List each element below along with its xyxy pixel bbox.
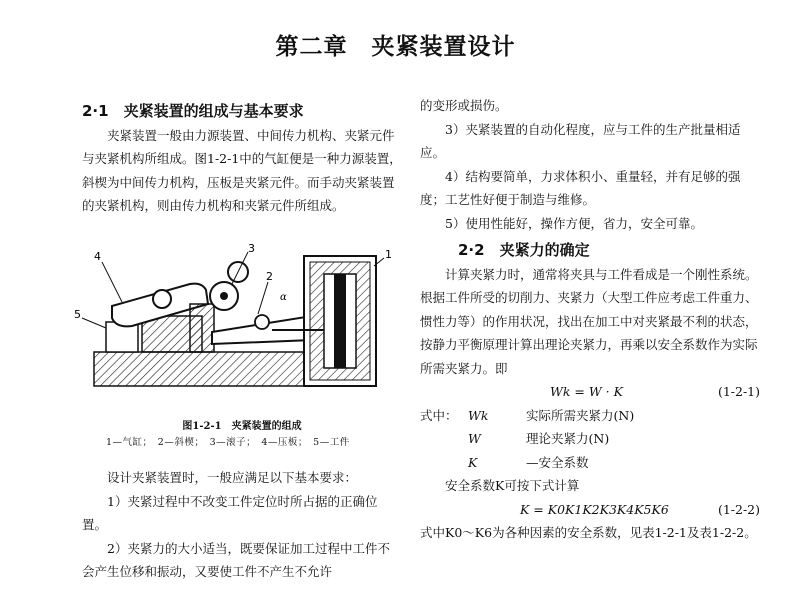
requirement-item: 5）使用性能好，操作方便，省力，安全可靠。 [445,215,703,231]
where-row [420,451,760,475]
symbol: K [468,454,478,470]
base-plate [94,352,326,386]
paragraph: 夹紧装置一般由力源装置、中间传力机构、夹紧元件与夹紧机构所组成。图1-2-1中的气缸便是一种力源装置，斜楔为中间传力机构，压板是夹紧元件。而手动夹紧装置的夹紧机构，则由传力机构和夹紧元件所组成。 [82,127,402,213]
clamping-device-figure [72,244,400,394]
left-column-bottom [82,466,402,584]
paragraph: 安全系数K可按下式计算 [445,478,580,493]
requirement-item: 4）结构要简单，力求体积小、重量轻，并有足够的强度；工艺性好便于制造与维修。 [420,168,741,207]
equation-1-2-2 [420,498,760,522]
figure-label: α [280,292,287,303]
symbol-desc: 理论夹紧力(N) [526,431,610,446]
section-heading-2-2: 2·2 夹紧力的确定 [458,241,590,259]
chapter-title: 第二章 夹紧装置设计 [275,34,516,60]
requirement-item: 3）夹紧装置的自动化程度，应与工件的生产批量相适应。 [420,121,741,160]
paragraph: 设计夹紧装置时，一般应满足以下基本要求： [107,470,358,485]
symbol-desc: —安全系数 [526,454,589,470]
figure-label: 2 [266,270,273,283]
caption-legend: 1—气缸； 2—斜楔； 3—滚子； 4—压板； 5—工件 [106,437,350,448]
where-row [420,404,760,428]
where-row [420,427,760,451]
equation-tag: (1-2-2) [717,501,760,517]
paragraph: 式中K0～K6为各种因素的安全系数，见表1-2-1及表1-2-2。 [420,525,757,540]
paragraph: 计算夹紧力时，通常将夹具与工件看成是一个刚性系统。根据工件所受的切削力、夹紧力（大型工件应考虑工件重力、惯性力等）的作用状况，找出在加工中对夹紧最不利的状态，按静力平衡原理计算出理论夹紧力，再乘以安全系数作为实际所需夹紧力。即 [420,266,758,376]
requirement-item: 2）夹紧力的大小适当，既要保证加工过程中工件不会产生位移和振动，又要使工件不产生不允许 [82,540,390,579]
equation-formula: Wk = W · K [550,384,623,399]
pivot-pin [153,290,171,308]
figure-label: 4 [94,250,101,263]
symbol: Wk [468,407,489,423]
equation-formula: K = K0K1K2K3K4K5K6 [520,501,669,517]
figure-caption [82,419,402,451]
symbol-desc: 实际所需夹紧力(N) [526,407,635,423]
left-column [82,100,402,218]
equation-tag: (1-2-1) [717,384,760,399]
symbol: W [468,431,481,446]
where-label: 式中： [420,407,458,423]
figure-label: 1 [385,248,392,261]
figure-label: 5 [74,308,81,321]
figure-label: 3 [248,244,255,255]
right-column [420,94,760,545]
requirement-item: 1）夹紧过程中不改变工件定位时所占据的正确位置。 [82,493,378,532]
caption-title: 图1-2-1 夹紧装置的组成 [182,421,302,432]
equation-1-2-1 [420,380,760,404]
section-heading-2-1: 2·1 夹紧装置的组成与基本要求 [82,102,304,120]
paragraph: 的变形或损伤。 [420,98,508,113]
